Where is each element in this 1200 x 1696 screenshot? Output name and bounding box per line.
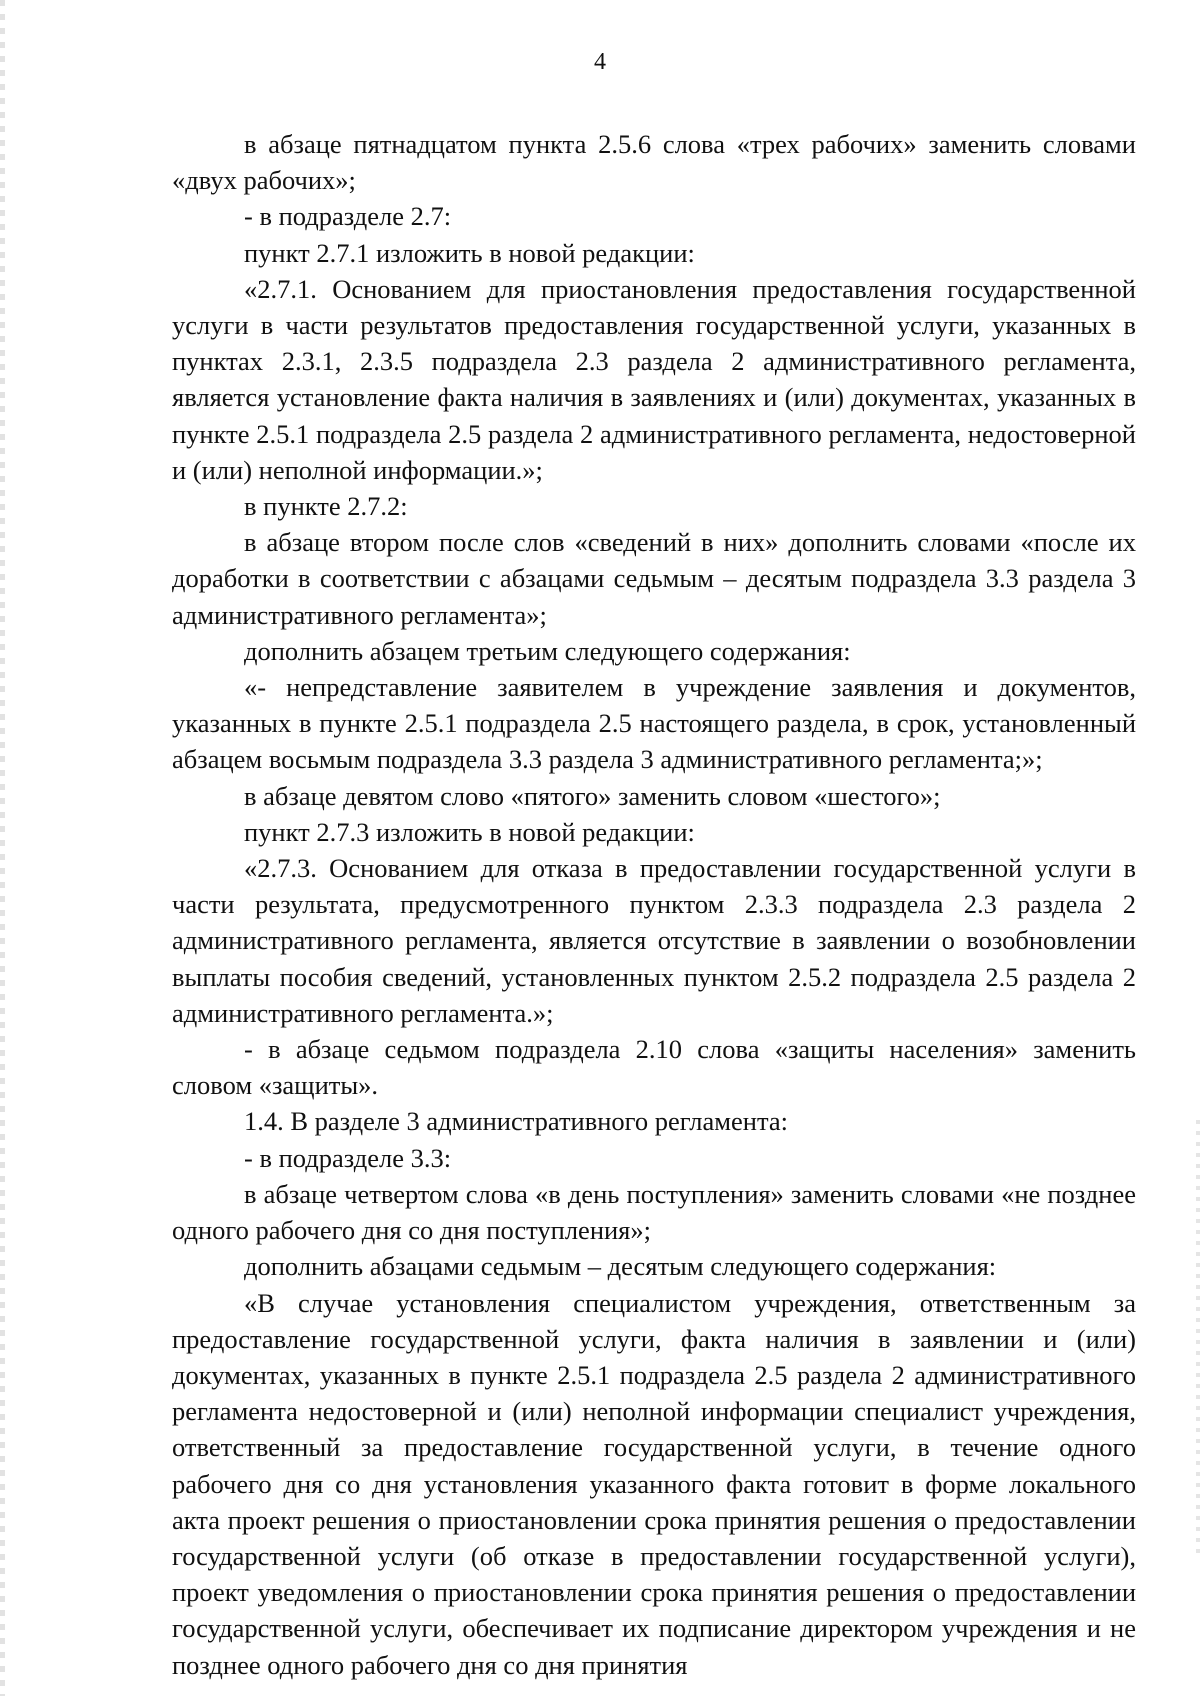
- paragraph: «2.7.3. Основанием для отказа в предоставлении государственной услуги в части результата, предусмотренного пунктом 2.3.3 подраздела 2.3 раздела 2 административного регламента, является отсутствие в заявлении о возобновлении выплаты пособия сведений, установленных пунктом 2.5.2 подраздела 2.5 раздела 2 административного регламента.»;: [172, 853, 1136, 1028]
- paragraph: в абзаце четвертом слова «в день поступления» заменить словами «не позднее одного рабочего дня со дня поступления»;: [172, 1178, 1136, 1246]
- paragraph: дополнить абзацами седьмым – десятым следующего содержания:: [244, 1251, 997, 1282]
- paragraph: - в абзаце седьмом подраздела 2.10 слова «защиты населения» заменить словом «защиты».: [172, 1034, 1136, 1101]
- paragraph: «2.7.1. Основанием для приостановления предоставления государственной услуги в части результатов предоставления государственной услуги, указанных в пунктах 2.3.1, 2.3.5 подраздела 2.3 раздела 2 административного регламента, является установление факта наличия в заявлениях и (или) документах, указанных в пункте 2.5.1 подраздела 2.5 раздела 2 административного регламента, недостоверной и (или) неполной информации.»;: [172, 273, 1136, 485]
- document-body: [172, 126, 1136, 1683]
- page-number: 4: [594, 49, 606, 75]
- paragraph: «- непредставление заявителем в учреждение заявления и документов, указанных в пункте 2.5.1 подраздела 2.5 настоящего раздела, в срок, установленный абзацем восьмым подраздела 3.3 раздела 3 административного регламента;»;: [172, 672, 1136, 775]
- paragraph: дополнить абзацем третьим следующего содержания:: [244, 635, 851, 666]
- paragraph: в абзаце втором после слов «сведений в них» дополнить словами «после их доработки в соответствии с абзацами седьмым – десятым подраздела 3.3 раздела 3 административного регламента»;: [172, 527, 1136, 630]
- paragraph: в пункте 2.7.2:: [244, 491, 408, 522]
- scan-edge-left: [0, 0, 5, 1696]
- paragraph: 1.4. В разделе 3 административного регламента:: [244, 1106, 789, 1137]
- paragraph: - в подразделе 3.3:: [244, 1142, 452, 1173]
- paragraph: пункт 2.7.3 изложить в новой редакции:: [244, 816, 695, 847]
- paragraph: «В случае установления специалистом учреждения, ответственным за предоставление государственной услуги, факта наличия в заявлении и (или) документах, указанных в пункте 2.5.1 подраздела 2.5 раздела 2 административного регламента недостоверной и (или) неполной информации специалист учреждения, ответственный за предоставление государственной услуги, в течение одного рабочего дня со дня установления указанного факта готовит в форме локального акта проект решения о приостановлении срока принятия решения о предоставлении государственной услуги (об отказе в предоставлении государственной услуги), проект уведомления о приостановлении срока принятия решения о предоставлении государственной услуги, обеспечивает их подписание директором учреждения и не позднее одного рабочего дня со дня принятия: [172, 1287, 1136, 1680]
- paragraph: в абзаце девятом слово «пятого» заменить словом «шестого»;: [244, 780, 941, 811]
- paragraph: пункт 2.7.1 изложить в новой редакции:: [244, 237, 695, 268]
- paragraph: - в подразделе 2.7:: [244, 201, 452, 232]
- paragraph: в абзаце пятнадцатом пункта 2.5.6 слова «трех рабочих» заменить словами «двух рабочих»;: [172, 129, 1136, 196]
- scan-edge-right: [1196, 1120, 1200, 1560]
